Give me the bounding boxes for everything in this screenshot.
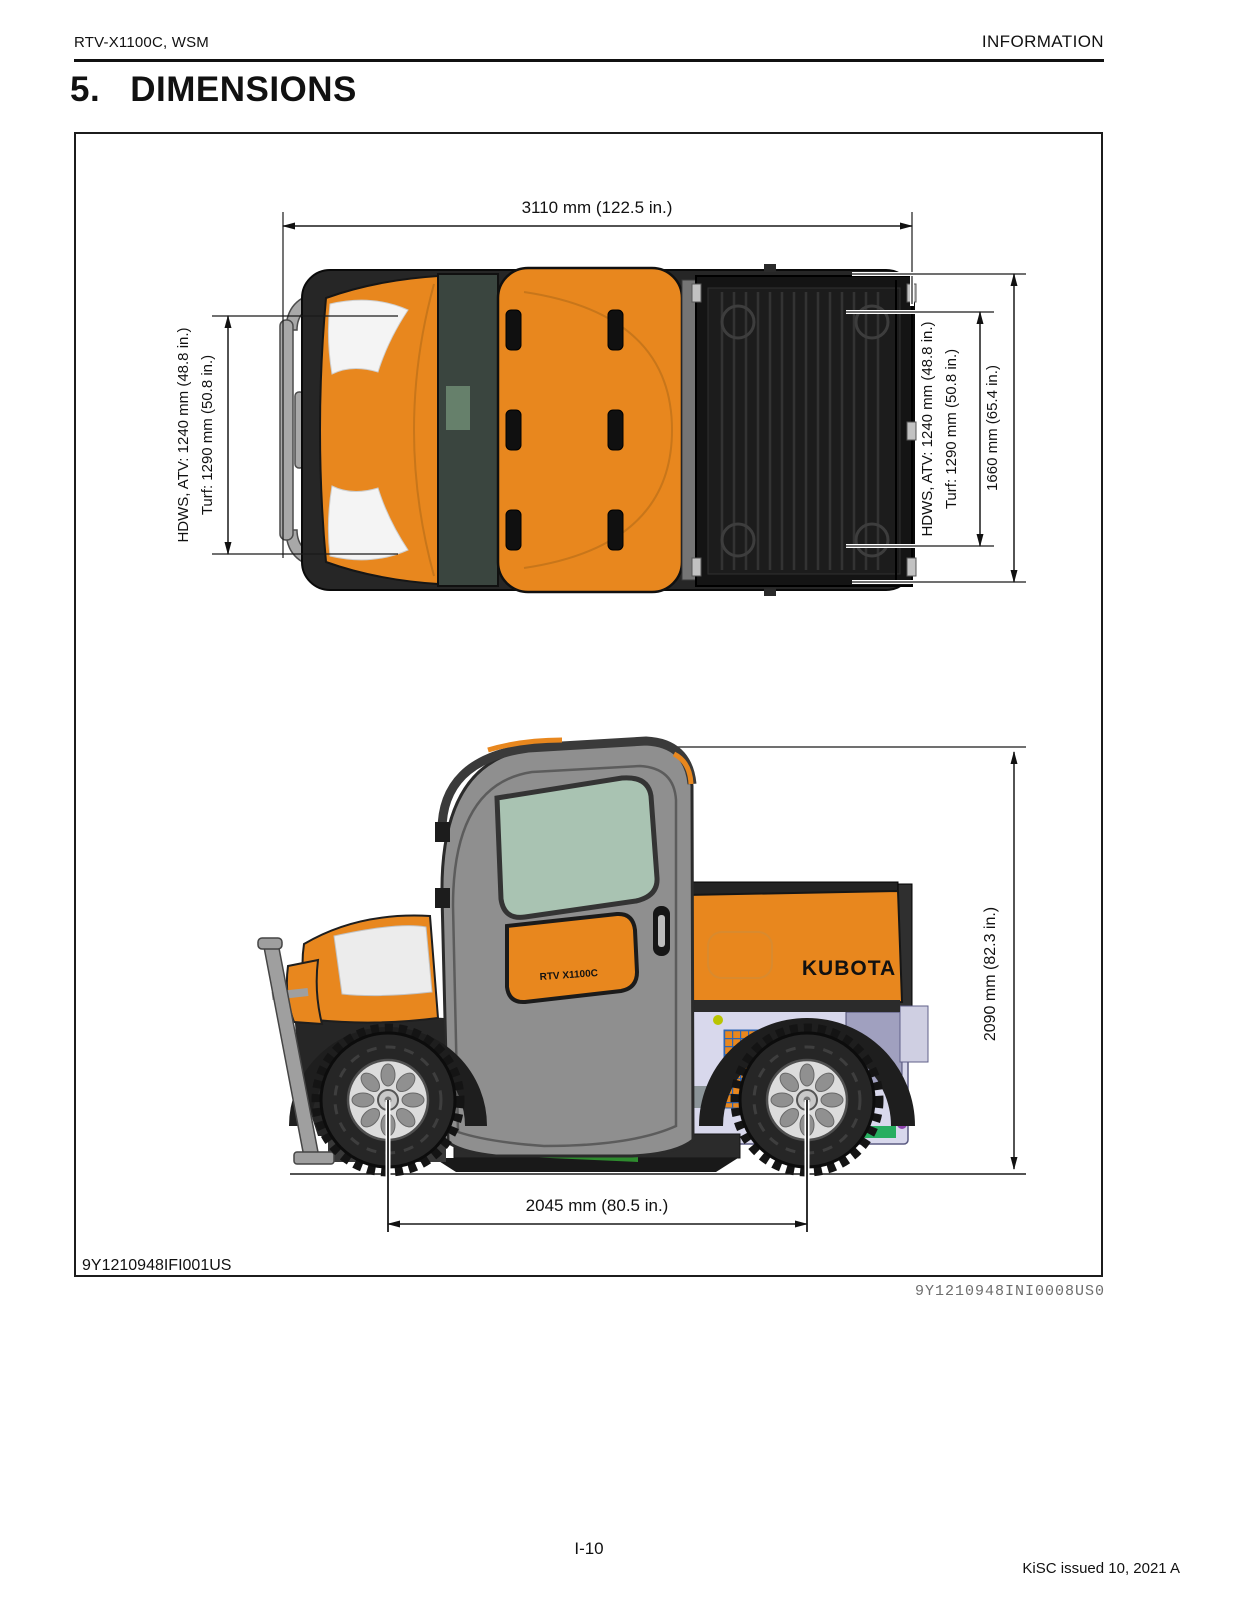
bed-kubota-logo: KUBOTA	[801, 957, 897, 980]
dim-wheelbase-label: 2045 mm (80.5 in.)	[525, 1196, 669, 1215]
side-view-cargo-bed	[684, 882, 902, 1012]
dim-width-hdws-right-label: HDWS, ATV: 1240 mm (48.8 in.)	[919, 321, 936, 537]
dimensions-diagram	[76, 134, 1101, 1275]
header-section-title: INFORMATION	[981, 32, 1104, 51]
dim-overall-height-label: 2090 mm (82.3 in.)	[982, 906, 999, 1042]
door-model-logo: RTV X1100C	[539, 967, 599, 984]
figure-caption-code: 9Y1210948INI0008US0	[914, 1283, 1105, 1300]
dim-width-hdws-left-label: HDWS, ATV: 1240 mm (48.8 in.)	[175, 327, 192, 543]
dim-width-turf-right-label: Turf: 1290 mm (50.8 in.)	[943, 348, 960, 510]
page-title	[70, 70, 357, 110]
top-view-vehicle	[280, 264, 916, 596]
footer-page-number: I-10	[574, 1539, 604, 1558]
cab-window	[497, 778, 657, 918]
top-view-hinge-strip	[682, 280, 696, 580]
dim-overall-length-label: 3110 mm (122.5 in.)	[521, 198, 673, 217]
dim-overall-width-label: 1660 mm (65.4 in.)	[984, 365, 1001, 491]
door-panel	[507, 914, 637, 1002]
header-rule	[74, 59, 1104, 62]
section-number: 5.	[70, 70, 101, 109]
footer-issue-note: KiSC issued 10, 2021 A	[1022, 1560, 1180, 1577]
section-label: DIMENSIONS	[130, 70, 357, 109]
dimensions-figure	[74, 132, 1103, 1277]
dim-width-turf-left-label: Turf: 1290 mm (50.8 in.)	[199, 354, 216, 516]
header-document-title: RTV-X1100C, WSM	[74, 34, 209, 51]
side-view-vehicle	[258, 740, 1026, 1174]
figure-id-label: 9Y1210948IFI001US	[82, 1257, 232, 1274]
top-view-roof	[498, 268, 682, 592]
